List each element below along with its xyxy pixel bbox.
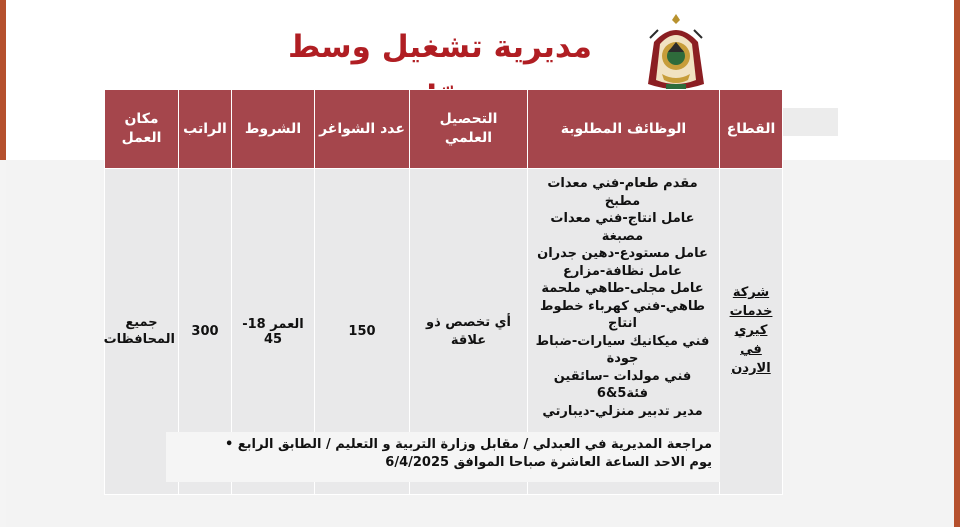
right-edge-strip (954, 0, 960, 527)
vacancies-cell: 150 (315, 169, 410, 495)
column-header-jobs: الوظائف المطلوبة (528, 90, 720, 169)
job-item: عامل نظافة-مزارع (562, 263, 683, 279)
background-stripe (780, 108, 838, 136)
instructions-note (166, 432, 720, 482)
job-item: عامل مستودع-دهين جدران (537, 246, 708, 261)
job-item: مدير تدبير منزلي-ديبارتي (542, 403, 703, 419)
column-header-conditions: الشروط (232, 90, 315, 169)
job-item: مقدم طعام-فني معدات مطبخ (547, 176, 698, 209)
conditions-cell: العمر 18-45 (232, 169, 315, 495)
job-item: عامل انتاج-فني معدات مصبغة (550, 211, 695, 244)
jordan-coat-of-arms-icon (640, 12, 712, 96)
left-edge-strip (0, 0, 6, 160)
job-item: طاهي-فني كهرباء خطوط انتاج (539, 298, 706, 331)
column-header-location: مكان العمل (105, 90, 179, 169)
note-date-line: يوم الاحد الساعة العاشرة صباحا الموافق 6/4/2025 (385, 455, 712, 470)
salary-cell: 300 (179, 169, 232, 495)
location-cell: جميع المحافظات (105, 169, 179, 495)
column-header-education: التحصيل العلمي (410, 90, 528, 169)
job-item: عامل مجلى-طاهي ملحمة (541, 281, 704, 296)
column-header-vacancies: عدد الشواغر (315, 90, 410, 169)
education-cell: أي تخصص ذو علاقة (410, 169, 528, 495)
job-item: فني ميكانيك سيارات-ضباط جودة (535, 333, 710, 366)
column-header-salary: الراتب (179, 90, 232, 169)
note-address-line: مراجعة المديرية في العبدلي / مقابل وزارة التربية و التعليم / الطابق الرابع • (224, 437, 712, 452)
table-header-row (105, 90, 783, 169)
page-title: مديرية تشغيل وسط (287, 29, 592, 65)
column-header-sector: القطاع (720, 90, 783, 169)
job-item: فني مولدات –سائقين فئة5&6 (553, 368, 692, 401)
sector-cell: شركة خدمات كيري في الاردن (720, 169, 783, 495)
